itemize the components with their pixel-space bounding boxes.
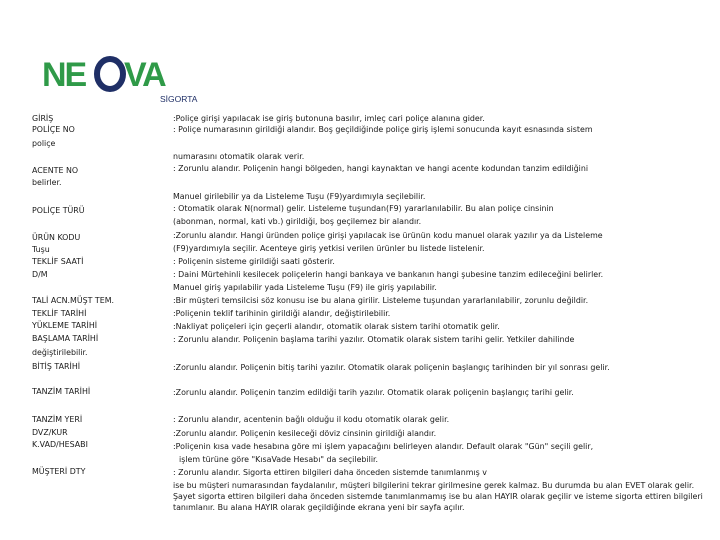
desc-teklif-tarihi: :Poliçenin teklif tarihinin girildiği alandır, değiştirilebilir. [173, 309, 391, 318]
desc-tali: :Bir müşteri temsilcisi söz konusu ise bu alana girilir. Listeleme tuşundan yararlanılabilir, zorunlu değildir. [173, 296, 589, 305]
desc-musteri: : Zorunlu alandır. Sigorta ettiren bilgileri daha önceden sistemde tanımlanmış v [173, 468, 487, 477]
label-teklif-saati: TEKLİF SAATİ [32, 257, 84, 266]
logo-sigorta: SİGORTA [160, 94, 198, 104]
desc-yukleme: :Nakliyat poliçeleri için geçerli alandır, otomatik olarak sistem tarihi otomatik gelir. [173, 322, 500, 331]
desc-dm-cont: Manuel giriş yapılabilir yada Listeleme Tuşu (F9) ile giriş yapılabilir. [173, 283, 437, 292]
logo-va: VA [124, 56, 165, 94]
desc-urun-kodu-cont: (F9)yardımıyla seçilir. Acenteye giriş yetkisi verilen ürünler bu listede listelenir. [173, 244, 485, 253]
desc-musteri-cont: ise bu müşteri numarasından faydalanılır, müşteri bilgilerini tekrar girilmesine gerek kalmaz. Bu durumda bu alan EVET olarak gelir. Şayet sigorta ettiren bilgileri daha önceden sistemde tanımlanmamış ise bu alan HAYIR olarak geçilir ve isteme sigorta ettiren bilgileri tanımlanır. Bu alana HAYIR olarak geçildiğinde ekrana yeni bir sayfa açılır. [173, 481, 703, 512]
label-kvad: K.VAD/HESABI [32, 440, 88, 449]
label-giris: GİRİŞ [32, 114, 54, 123]
desc-bitis: :Zorunlu alandır. Poliçenin bitiş tarihi yazılır. Otomatik olarak poliçenin başlangıç tarihinden bir yıl sonrası gelir. [173, 363, 610, 372]
label-police-turu: POLİÇE TÜRÜ [32, 206, 85, 215]
label-dm: D/M [32, 270, 48, 279]
label-yukleme: YÜKLEME TARİHİ [32, 321, 98, 330]
label-tanzim-yeri: TANZİM YERİ [32, 415, 83, 424]
desc-urun-kodu: :Zorunlu alandır. Hangi üründen poliçe girişi yapılacak ise ürünün kodu manuel olarak yazılır ya da Listeleme [173, 231, 603, 240]
label-urun-kodu: ÜRÜN KODU [32, 233, 81, 242]
label-baslama: BAŞLAMA TARİHİ [32, 334, 99, 343]
label-dvz: DVZ/KUR [32, 428, 68, 437]
label-musteri: MÜŞTERİ DTY [32, 467, 86, 476]
neova-logo-graphic [40, 54, 210, 106]
label-police: poliçe [32, 139, 56, 148]
label-police-no: POLİÇE NO [32, 125, 75, 134]
logo-ne: NE [42, 56, 86, 94]
label-tali: TALİ ACN.MÜŞT TEM. [32, 296, 115, 305]
desc-teklif-saati: : Poliçenin sisteme girildiği saati gösterir. [173, 257, 335, 266]
label-acente-no: ACENTE NO [32, 166, 79, 175]
desc-kvad-cont: işlem türüne göre "KısaVade Hesabı" da seçilebilir. [179, 455, 379, 464]
neova-logo [40, 54, 210, 106]
desc-acente-no: : Zorunlu alandır. Poliçenin hangi bölgeden, hangi kaynaktan ve hangi acente kodundan tanzim edildiğini [173, 164, 589, 173]
desc-giris: :Poliçe girişi yapılacak ise giriş butonuna basılır, imleç cari poliçe alanına gider. [173, 114, 485, 123]
desc-police-no-cont: numarasını otomatik olarak verir. [173, 152, 305, 161]
desc-baslama: : Zorunlu alandır. Poliçenin başlama tarihi yazılır. Otomatik olarak sistem tarihi gelir. Yetkiler dahilinde [173, 335, 575, 344]
desc-tanzim: :Zorunlu alandır. Poliçenin tanzim edildiği tarih yazılır. Otomatik olarak poliçenin başlangıç tarihi gelir. [173, 388, 574, 397]
label-tusu: Tuşu [32, 245, 50, 254]
desc-police-turu-cont: (abonman, normal, kati vb.) girildiği, boş geçilemez bir alandır. [173, 217, 422, 226]
label-bitis: BİTİŞ TARİHİ [32, 362, 81, 371]
desc-dm: : Daini Mürtehinli kesilecek poliçelerin hangi bankaya ve bankanın hangi şubesine tanzim edileceğini belirler. [173, 270, 604, 279]
desc-police-no: : Poliçe numarasının girildiği alandır. Boş geçildiğinde poliçe giriş işlemi sonucunda kayıt esnasında sistem [173, 125, 593, 134]
label-teklif-tarihi: TEKLİF TARİHİ [32, 309, 87, 318]
desc-acente-no-cont: Manuel girilebilir ya da Listeleme Tuşu (F9)yardımıyla seçilebilir. [173, 192, 426, 201]
label-belirler: belirler. [32, 178, 62, 187]
desc-dvz: :Zorunlu alandır. Poliçenin kesileceği döviz cinsinin girildiği alandır. [173, 429, 437, 438]
desc-police-turu: : Otomatik olarak N(normal) gelir. Listeleme tuşundan(F9) yararlanılabilir. Bu alan poliçe cinsinin [173, 204, 554, 213]
label-degistirilebilir: değiştirilebilir. [32, 348, 88, 357]
logo-o [97, 59, 123, 89]
label-tanzim: TANZİM TARİHİ [32, 387, 91, 396]
desc-tanzim-yeri: : Zorunlu alandır, acentenin bağlı olduğu il kodu otomatik olarak gelir. [173, 415, 450, 424]
desc-kvad: :Poliçenin kısa vade hesabına göre mi işlem yapacağını belirleyen alandır. Default olarak "Gün" seçili gelir, [173, 442, 594, 451]
